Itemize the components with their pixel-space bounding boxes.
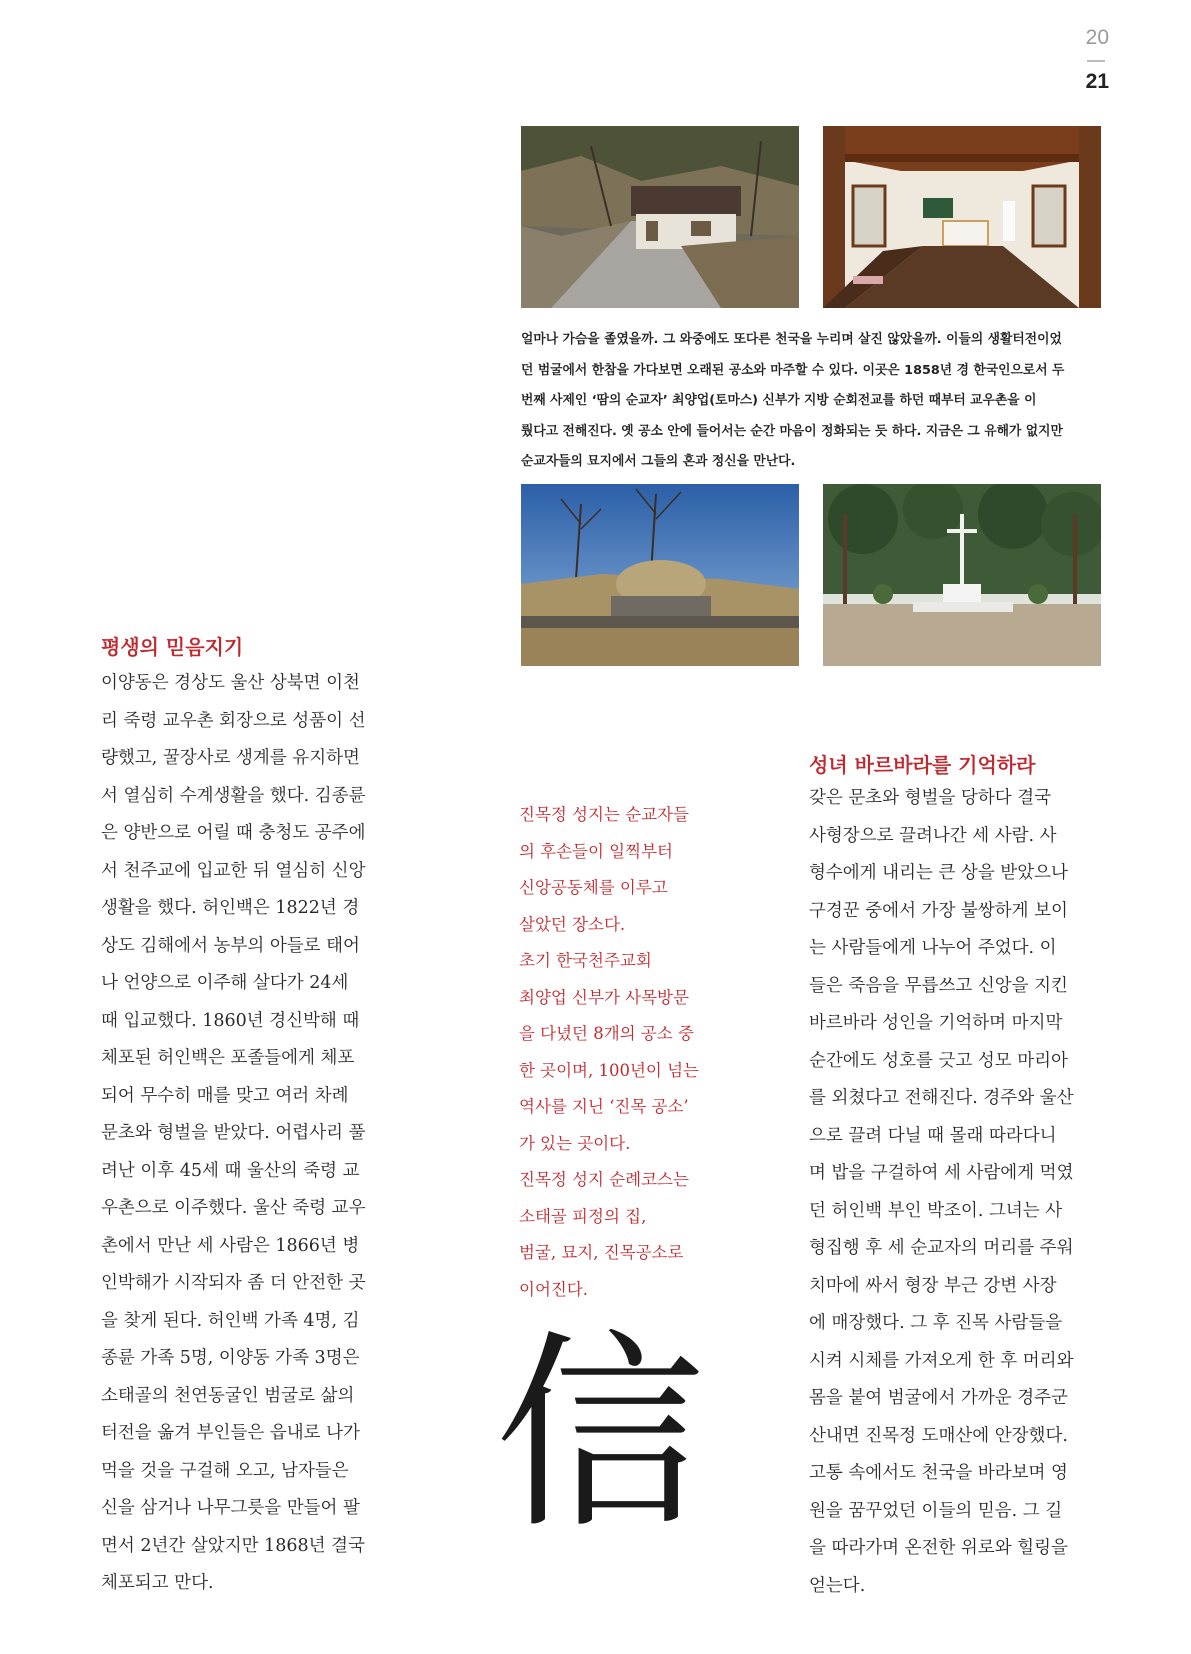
body-line: 들은 죽음을 무릅쓰고 신앙을 지킨 <box>809 975 1068 996</box>
body-line: 서 열심히 수계생활을 했다. 김종륜 <box>101 785 366 806</box>
body-line: 량했고, 꿀장사로 생계를 유지하면 <box>101 748 360 768</box>
caption-line: 번째 사제인 ‘땀의 순교자’ 최양업(토마스) 신부가 지방 순회전교를 하던 때부터 교우촌을 이 <box>521 393 1037 408</box>
body-line: 으로 끌려 다닐 때 몰래 따라다니 <box>809 1125 1057 1146</box>
gongso-interior-photo <box>823 126 1101 308</box>
body-line: 체포된 허인백은 포졸들에게 체포 <box>101 1048 355 1068</box>
body-line: 얻는다. <box>809 1575 866 1596</box>
quote-line: 소태골 피정의 집, <box>519 1206 647 1226</box>
quote-line: 역사를 지닌 ‘진목 공소’ <box>519 1097 689 1116</box>
quote-line: 범굴, 묘지, 진목공소로 <box>519 1243 684 1262</box>
quote-line: 을 다녔던 8개의 공소 중 <box>519 1024 694 1043</box>
body-line: 은 양반으로 어릴 때 충청도 공주에 <box>101 823 366 843</box>
body-line: 형수에게 내리는 큰 상을 받았으나 <box>809 863 1068 883</box>
body-line: 면서 2년간 살았지만 1868년 결국 <box>101 1535 365 1556</box>
body-line: 몸을 붙여 범굴에서 가까운 경주군 <box>809 1388 1068 1408</box>
body-line: 갖은 문초와 형벌을 당하다 결국 <box>809 788 1052 808</box>
body-line: 소태골의 천연동굴인 범굴로 삶의 <box>101 1385 355 1406</box>
body-line: 상도 김해에서 농부의 아들로 태어 <box>101 935 360 956</box>
body-line: 을 찾게 된다. 허인백 가족 4명, 김 <box>101 1310 360 1331</box>
body-line: 에 매장했다. 그 후 진목 사람들을 <box>809 1313 1063 1333</box>
hanja-faith-character: 信 <box>495 1312 706 1557</box>
photo-caption <box>521 325 1109 478</box>
body-line: 되어 무수히 매를 맞고 여러 차례 <box>101 1085 349 1106</box>
body-line: 구경꾼 중에서 가장 불쌍하게 보이 <box>809 900 1068 921</box>
caption-line: 뤘다고 전해진다. 옛 공소 안에 들어서는 순간 마음이 정화되는 듯 하다. 지금은 그 유해가 없지만 <box>521 423 1063 439</box>
body-line: 먹을 것을 구걸해 오고, 남자들은 <box>101 1460 349 1481</box>
caption-line: 순교자들의 묘지에서 그들의 혼과 정신을 만난다. <box>521 454 796 469</box>
quote-line: 의 후손들이 일찍부터 <box>519 841 673 861</box>
body-line: 을 따라가며 온전한 위로와 힐링을 <box>809 1538 1068 1558</box>
body-line: 신을 삼거나 나무그릇을 만들어 팔 <box>101 1498 360 1518</box>
body-line: 원을 꿈꾸었던 이들의 믿음. 그 길 <box>809 1500 1063 1521</box>
body-line: 시켜 시체를 가져오게 한 후 머리와 <box>809 1350 1074 1371</box>
body-line: 리 죽령 교우촌 회장으로 성품이 선 <box>101 710 366 731</box>
page-number-divider <box>1087 60 1105 62</box>
body-line: 며 밥을 구걸하여 세 사람에게 먹였 <box>809 1163 1074 1183</box>
left-body-text <box>101 665 365 1603</box>
body-line: 려난 이후 45세 때 울산의 죽령 교 <box>101 1160 360 1181</box>
section-heading-remember-barbara: 성녀 바르바라를 기억하라 <box>809 753 1036 777</box>
right-body-text <box>809 780 1073 1605</box>
body-line: 촌에서 만난 세 사람은 1866년 병 <box>101 1235 360 1256</box>
body-line: 를 외쳤다고 전해진다. 경주와 울산 <box>809 1088 1074 1108</box>
section-heading-faith-keepers: 평생의 믿음지기 <box>101 635 244 659</box>
body-line: 치마에 싸서 형장 부근 강변 사장 <box>809 1275 1057 1296</box>
body-line: 형집행 후 세 순교자의 머리를 주워 <box>809 1238 1074 1258</box>
body-line: 순간에도 성호를 긋고 성모 마리아 <box>809 1050 1068 1071</box>
body-line: 터전을 옮겨 부인들은 읍내로 나가 <box>101 1423 360 1443</box>
quote-line: 살았던 장소다. <box>519 914 626 934</box>
body-line: 서 천주교에 입교한 뒤 열심히 신앙 <box>101 860 366 881</box>
body-line: 나 언양으로 이주해 살다가 24세 <box>101 973 349 993</box>
body-line: 던 허인백 부인 박조이. 그녀는 사 <box>809 1200 1063 1221</box>
body-line: 우촌으로 이주했다. 울산 죽령 교우 <box>101 1198 366 1218</box>
body-line: 바르바라 성인을 기억하며 마지막 <box>809 1013 1063 1033</box>
previous-page-number: 20 <box>1085 26 1109 49</box>
body-line: 문초와 형벌을 받았다. 어렵사리 풀 <box>101 1123 366 1143</box>
caption-line: 얼마나 가슴을 졸였을까. 그 와중에도 또다른 천국을 누리며 살진 않았을까. 이들의 생활터전이었 <box>521 332 1062 347</box>
body-line: 고통 속에서도 천국을 바라보며 영 <box>809 1463 1068 1483</box>
quote-line: 초기 한국천주교회 <box>519 951 652 970</box>
body-line: 체포되고 만다. <box>101 1573 214 1593</box>
body-line: 인박해가 시작되자 좀 더 안전한 곳 <box>101 1273 366 1293</box>
village-road-photo <box>521 126 799 308</box>
caption-line: 던 범굴에서 한참을 가다보면 오래된 공소와 마주할 수 있다. 이곳은 1858년 경 한국인으로서 두 <box>521 362 1065 378</box>
body-line: 는 사람들에게 나누어 주었다. 이 <box>809 938 1057 958</box>
quote-line: 한 곳이며, 100년이 넘는 <box>519 1060 699 1080</box>
current-page-number: 21 <box>1085 70 1109 93</box>
body-line: 이양동은 경상도 울산 상북면 이천 <box>101 673 360 693</box>
quote-line: 진목정 성지는 순교자들 <box>519 805 689 824</box>
body-line: 종륜 가족 5명, 이양동 가족 3명은 <box>101 1348 360 1368</box>
grave-mound-photo <box>521 484 799 666</box>
quote-line: 이어진다. <box>519 1279 589 1299</box>
memorial-cross-photo <box>823 484 1101 666</box>
quote-line: 최양업 신부가 사목방문 <box>519 987 689 1007</box>
quote-line: 진목정 성지 순례코스는 <box>519 1170 689 1189</box>
quote-line: 신앙공동체를 이루고 <box>519 878 668 897</box>
body-line: 때 입교했다. 1860년 경신박해 때 <box>101 1010 360 1031</box>
sidebar-quote <box>519 797 699 1308</box>
quote-line: 가 있는 곳이다. <box>519 1133 631 1153</box>
body-line: 사형장으로 끌려나간 세 사람. 사 <box>809 825 1057 846</box>
body-line: 산내면 진목정 도매산에 안장했다. <box>809 1425 1068 1446</box>
body-line: 생활을 했다. 허인백은 1822년 경 <box>101 898 360 918</box>
